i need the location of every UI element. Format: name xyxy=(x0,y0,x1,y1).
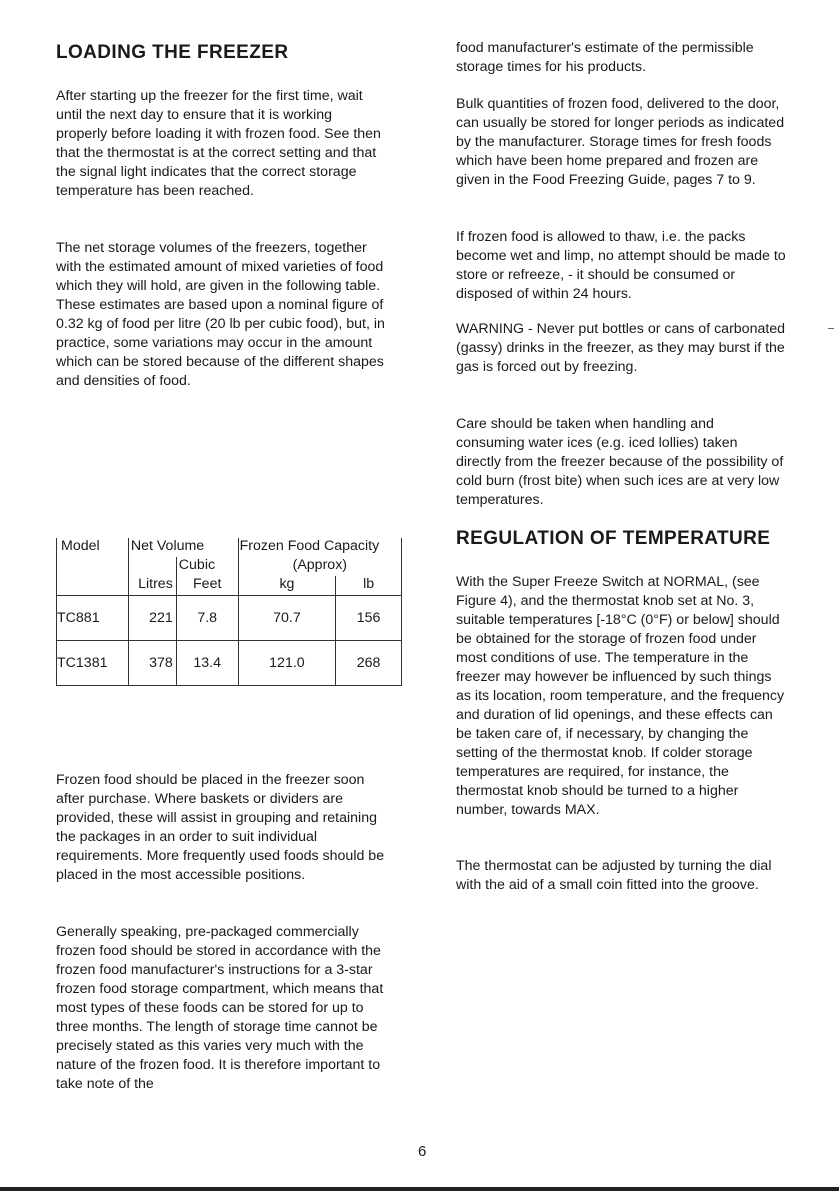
header-approx: (Approx) xyxy=(238,557,401,576)
paragraph-placing-food: Frozen food should be placed in the freezer soon after purchase. Where baskets or dividers are provided, these will assist in grouping and retaining the packages in an order to suit individual requirements. More frequently used foods should be placed in the most accessible positions. xyxy=(56,772,385,883)
paragraph-prepackaged-food: Generally speaking, pre-packaged commercially frozen food should be stored in accordance with the frozen food manufacturer's instructions for a 3-star frozen food storage compartment, which means that most types of these foods can be stored for up to three months. The length of storage time cannot be precisely stated as this varies very much with the nature of the frozen food. It is therefore important to take note of the xyxy=(56,924,384,1092)
header-cubic: Cubic xyxy=(176,557,238,576)
header-kg: kg xyxy=(238,576,336,596)
paragraph-water-ices: Care should be taken when handling and consuming water ices (e.g. iced lollies) taken directly from the freezer because of the possibility of cold burn (frost bite) when such ices are at very low temperatures. xyxy=(456,416,784,508)
cell-model: TC1381 xyxy=(57,641,129,686)
paragraph-bulk-quantities: Bulk quantities of frozen food, delivered to the door, can usually be stored for longer periods as indicated by the manufacturer. Storage times for fresh foods which have been home prepared and frozen are given in the Food Freezing Guide, pages 7 to 9. xyxy=(456,96,785,188)
cell-model: TC881 xyxy=(57,596,129,641)
header-net-volume: Net Volume xyxy=(128,538,238,557)
paragraph-thermostat-settings: With the Super Freeze Switch at NORMAL, (see Figure 4), and the thermostat knob set at No. 3, suitable temperatures [-18°C (0°F) or below] should be obtained for the storage of frozen food under most conditions of use. The temperature in the freezer may however be influenced by such things as its location, room temperature, and the frequency and duration of lid openings, and these effects can be taken care of, if necessary, by changing the setting of the thermostat knob. If colder storage temperatures are required, for instance, the thermostat knob should be turned to a higher number, towards MAX. xyxy=(456,574,785,818)
paragraph-thermostat-adjust: The thermostat can be adjusted by turning the dial with the aid of a small coin fitted into the groove. xyxy=(456,858,772,893)
cell-litres: 378 xyxy=(128,641,176,686)
cell-kg: 121.0 xyxy=(238,641,336,686)
paragraph-first-startup: After starting up the freezer for the first time, wait until the next day to ensure that it is working properly before loading it with frozen food. See then that the thermostat is at the correct setting and that the signal light indicates that the correct storage temperature has been reached. xyxy=(56,88,381,199)
heading-regulation-of-temperature: REGULATION OF TEMPERATURE xyxy=(456,528,771,549)
capacity-table xyxy=(56,538,402,686)
paragraph-thawed-food: If frozen food is allowed to thaw, i.e. the packs become wet and limp, no attempt should be made to store or refreeze, - it should be consumed or disposed of within 24 hours. xyxy=(456,229,786,302)
header-feet: Feet xyxy=(176,576,238,596)
paragraph-storage-volumes: The net storage volumes of the freezers, together with the estimated amount of mixed varieties of food which they will hold, are given in the following table. These estimates are based upon a nominal figure of 0.32 kg of food per litre (20 lb per cubic food), but, in practice, some variations may occur in the amount which can be stored because of the different shapes and densities of food. xyxy=(56,240,385,389)
cell-litres: 221 xyxy=(128,596,176,641)
cell-lb: 268 xyxy=(336,641,402,686)
header-lb: lb xyxy=(336,576,402,596)
bottom-rule xyxy=(0,1187,839,1191)
cell-feet: 7.8 xyxy=(176,596,238,641)
header-frozen-food-capacity: Frozen Food Capacity xyxy=(238,538,401,557)
cell-kg: 70.7 xyxy=(238,596,336,641)
header-litres: Litres xyxy=(128,576,176,596)
header-model: Model xyxy=(57,538,129,557)
paragraph-warning: WARNING - Never put bottles or cans of carbonated (gassy) drinks in the freezer, as they may burst if the gas is forced out by freezing. xyxy=(456,321,786,375)
table-row xyxy=(57,596,402,641)
table-row xyxy=(57,641,402,686)
margin-mark xyxy=(828,328,834,329)
cell-feet: 13.4 xyxy=(176,641,238,686)
heading-loading-the-freezer: LOADING THE FREEZER xyxy=(56,42,289,63)
cell-lb: 156 xyxy=(336,596,402,641)
page-number: 6 xyxy=(418,1143,427,1160)
paragraph-manufacturer-estimate: food manufacturer's estimate of the permissible storage times for his products. xyxy=(456,40,754,75)
